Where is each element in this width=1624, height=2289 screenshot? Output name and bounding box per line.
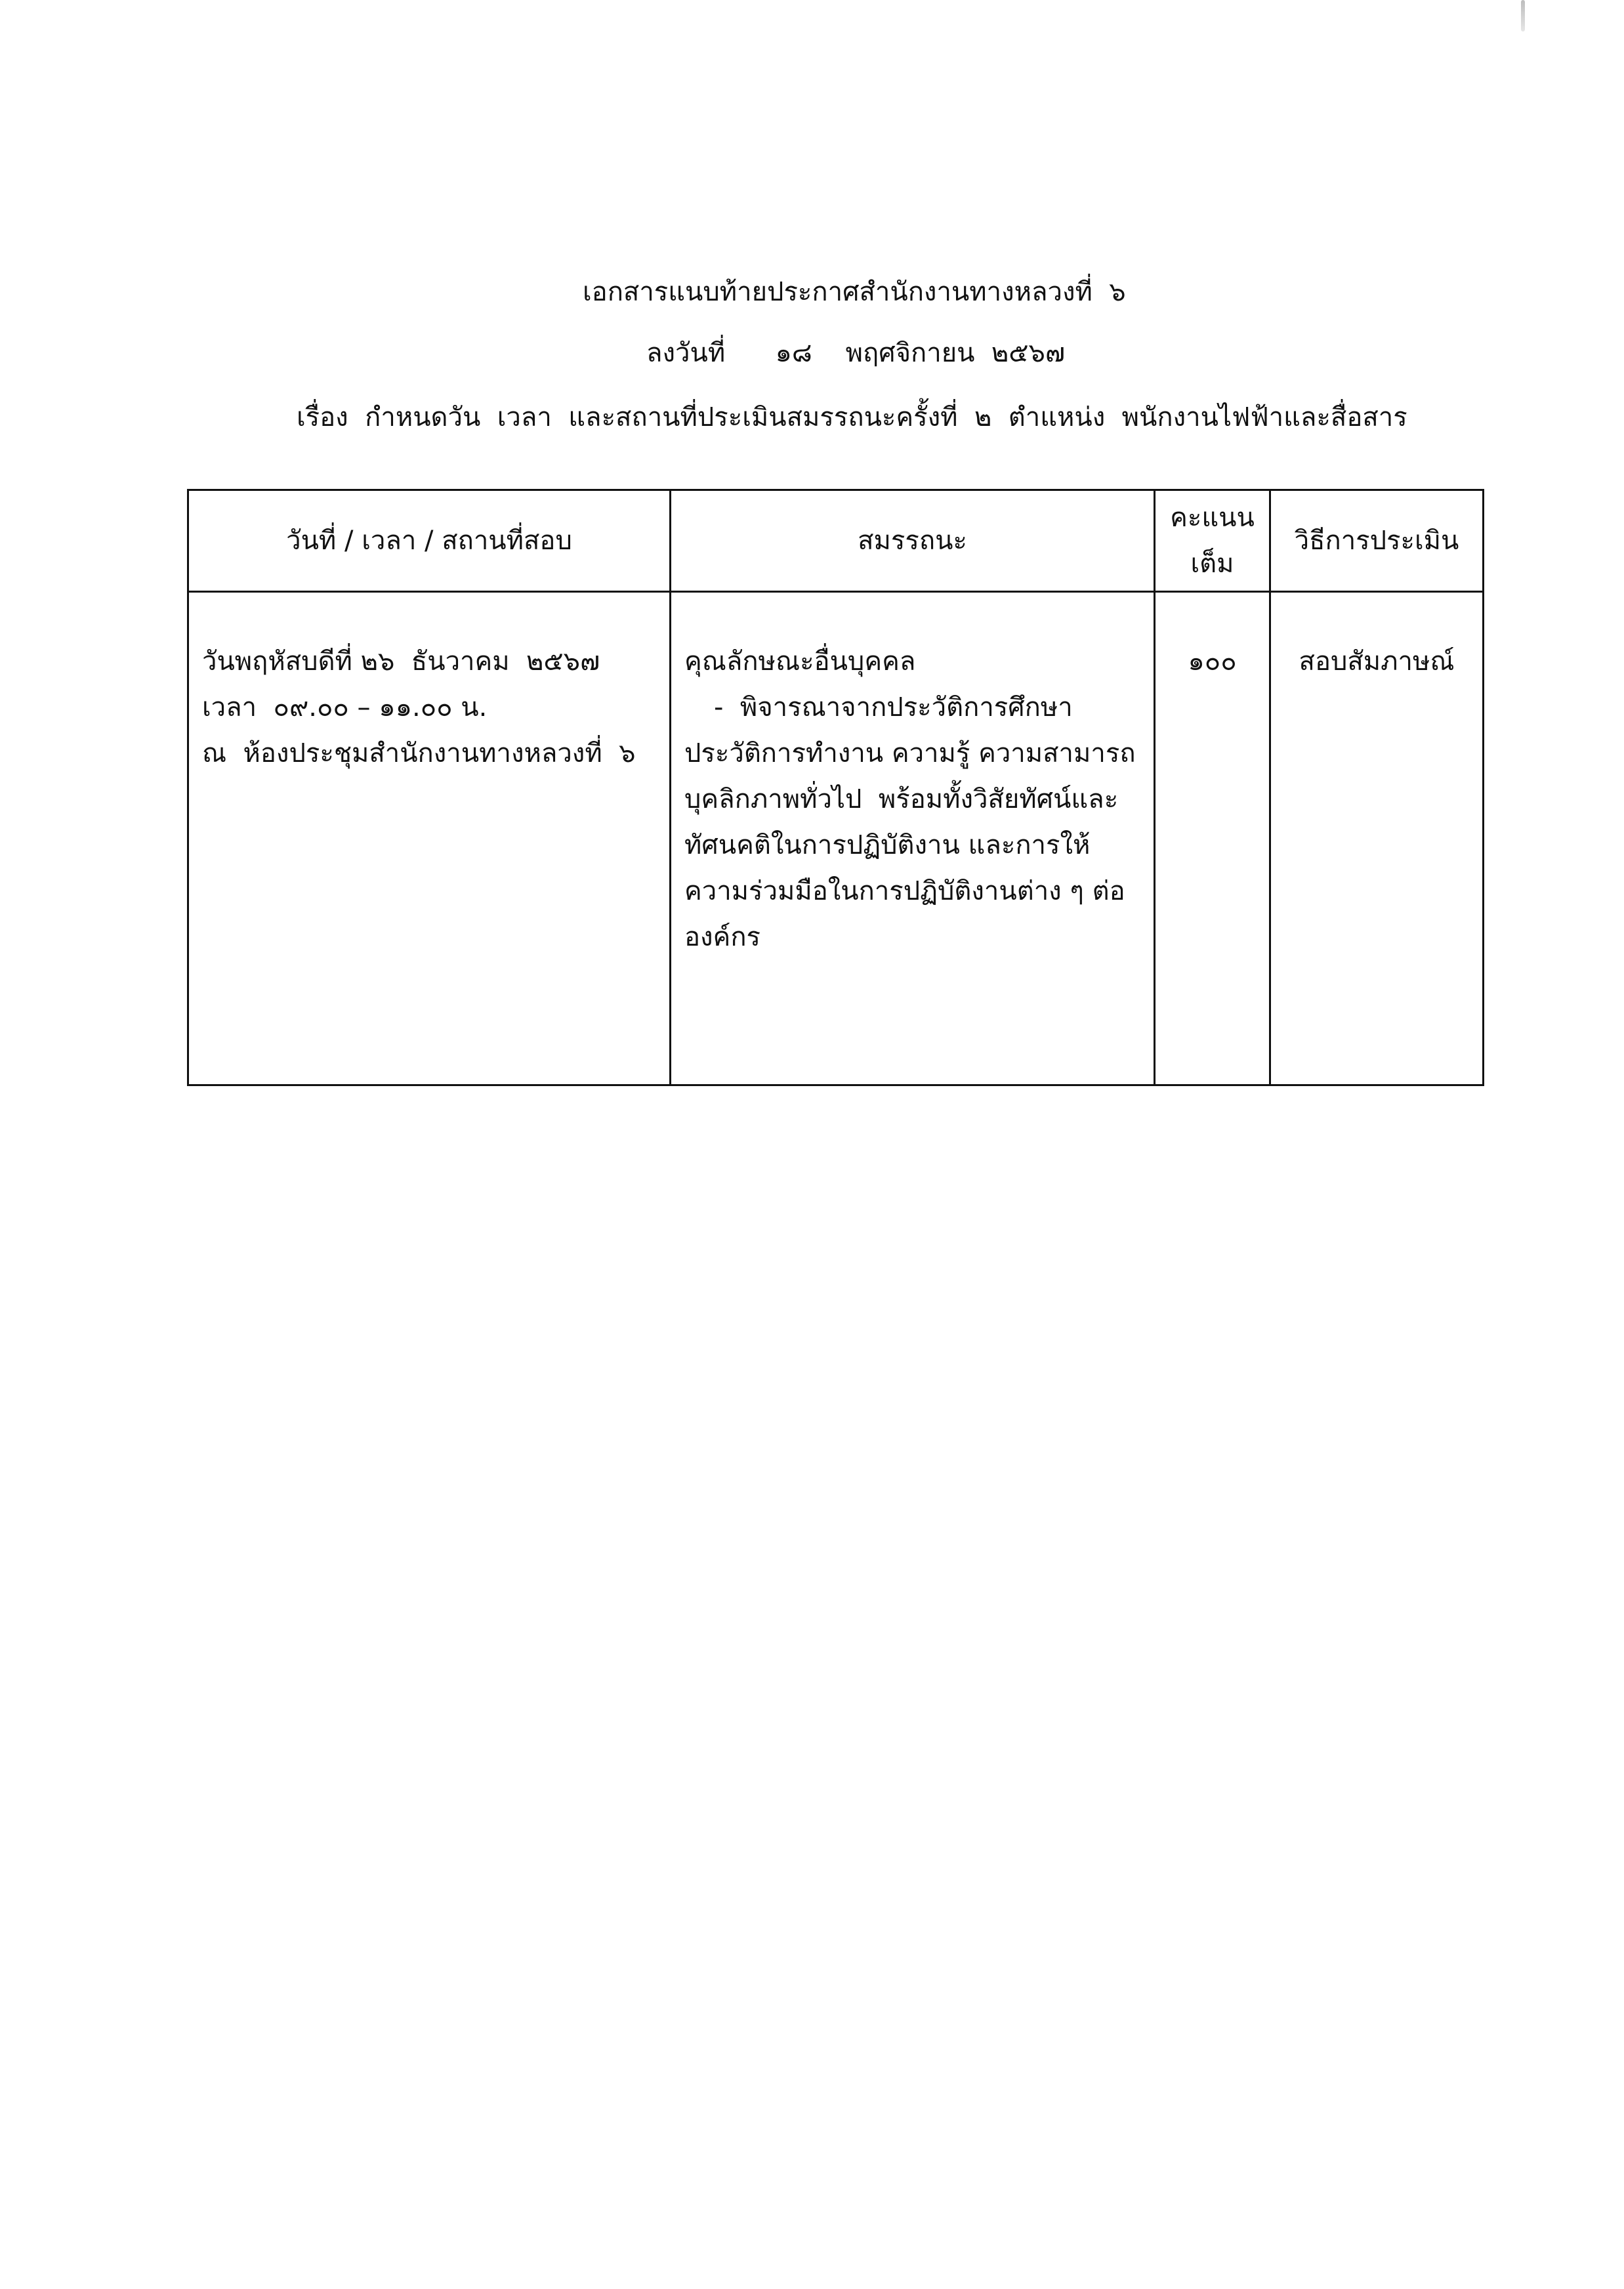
document-date: ลงวันที่ ๑๘ พฤศจิกายน ๒๕๖๗ [646, 338, 1066, 368]
competency-line: บุคลิกภาพทั่วไป พร้อมทั้งวิสัยทัศน์และ [684, 784, 1119, 814]
header-method: วิธีการประเมิน [1270, 490, 1484, 592]
competency-bullet: - พิจารณาจากประวัติการศึกษา [714, 692, 1073, 723]
assessment-table [187, 489, 1484, 1086]
competency-line: ทัศนคติในการปฏิบัติงาน และการให้ [684, 830, 1091, 860]
header-competency: สมรรถนะ [671, 490, 1155, 592]
competency-line: องค์กร [684, 922, 761, 952]
schedule-place: ณ ห้องประชุมสำนักงานทางหลวงที่ ๖ [202, 738, 636, 768]
schedule-day: วันพฤหัสบดีที่ ๒๖ ธันวาคม ๒๕๖๗ [202, 646, 600, 677]
cell-method: สอบสัมภาษณ์ [1270, 592, 1484, 1085]
competency-line: ความร่วมมือในการปฏิบัติงานต่าง ๆ ต่อ [684, 876, 1125, 906]
scan-edge-mark [1521, 0, 1525, 32]
table-row [188, 592, 1484, 1085]
competency-line: ประวัติการทำงาน ความรู้ ความสามารถ [684, 738, 1136, 768]
table-header-row [188, 490, 1484, 592]
header-score-line2: เต็ม [1190, 549, 1234, 579]
header-full-score [1155, 490, 1270, 592]
document-title: เอกสารแนบท้ายประกาศสำนักงานทางหลวงที่ ๖ [583, 277, 1126, 307]
schedule-time: เวลา ๐๙.๐๐ – ๑๑.๐๐ น. [202, 692, 488, 723]
header-schedule: วันที่ / เวลา / สถานที่สอบ [188, 490, 671, 592]
header-score-line1: คะแนน [1170, 503, 1255, 533]
competency-title: คุณลักษณะอื่นบุคคล [684, 646, 916, 677]
cell-schedule [188, 592, 671, 1085]
cell-full-score: ๑๐๐ [1155, 592, 1270, 1085]
document-subject: เรื่อง กำหนดวัน เวลา และสถานที่ประเมินสมรรถนะครั้งที่ ๒ ตำแหน่ง พนักงานไฟฟ้าและสื่อสาร [297, 402, 1407, 432]
cell-competency [671, 592, 1155, 1085]
